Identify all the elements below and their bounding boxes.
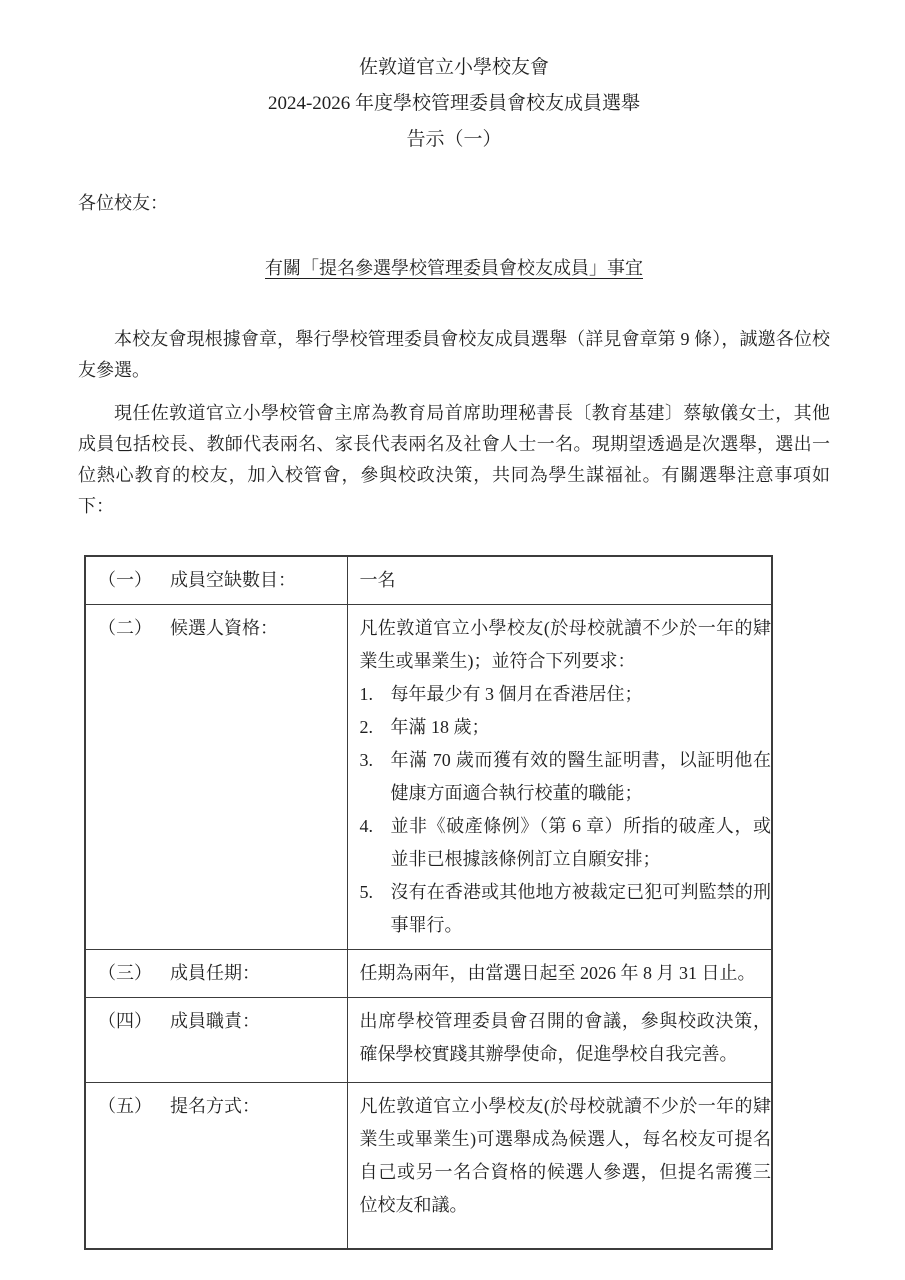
list-item bbox=[360, 744, 772, 810]
term-description: 任期為兩年，由當選日起至 2026 年 8 月 31 日止。 bbox=[359, 963, 756, 983]
organization-title: 佐敦道官立小學校友會 bbox=[358, 57, 549, 78]
table-row-eligibility bbox=[85, 605, 772, 950]
table-row-vacancy bbox=[85, 556, 772, 605]
list-item bbox=[360, 678, 772, 711]
subject-heading-text: 有關「提名參選學校管理委員會校友成員」事宜 bbox=[265, 258, 643, 278]
eligibility-intro: 凡佐敦道官立小學校友(於母校就讀不少於一年的肄業生或畢業生)；並符合下列要求： bbox=[359, 618, 771, 671]
row-number: （一） bbox=[98, 570, 152, 590]
list-item-text: 年滿 18 歲； bbox=[390, 717, 490, 737]
table-row-term bbox=[85, 950, 772, 998]
vacancy-count: 一名 bbox=[359, 570, 396, 590]
subject-heading bbox=[78, 253, 830, 284]
list-item-text: 每年最少有 3 個月在香港居住； bbox=[390, 684, 643, 704]
row-number: （二） bbox=[98, 618, 152, 638]
list-item bbox=[360, 810, 772, 876]
list-item-number: 3. bbox=[359, 750, 373, 770]
list-item-text: 並非《破產條例》（第 6 章）所指的破產人，或並非已根據該條例訂立自願安排； bbox=[390, 816, 771, 869]
paragraph-background: 現任佐敦道官立小學校管會主席為教育局首席助理秘書長〔教育基建〕蔡敏儀女士，其他成員包括校長、教師代表兩名、家長代表兩名及社會人士一名。現期望透過是次選舉，選出一位熱心教育的校友，加入校管會，參與校政決策，共同為學生謀福祉。有關選舉注意事項如下： bbox=[78, 403, 830, 516]
duties-description: 出席學校管理委員會召開的會議，參與校政決策，確保學校實踐其辦學使命，促進學校自我完善。 bbox=[359, 1011, 771, 1064]
list-item-text: 年滿 70 歲而獲有效的醫生証明書，以証明他在健康方面適合執行校董的職能； bbox=[390, 750, 771, 803]
list-item bbox=[360, 876, 772, 942]
row-label: 提名方式： bbox=[170, 1096, 260, 1116]
row-content-cell bbox=[347, 998, 772, 1083]
row-content-cell bbox=[347, 950, 772, 998]
eligibility-requirements-list bbox=[360, 678, 772, 942]
row-content-cell bbox=[347, 1083, 772, 1249]
list-item bbox=[360, 711, 772, 744]
row-label-cell bbox=[85, 998, 347, 1083]
list-item-number: 1. bbox=[359, 684, 373, 704]
list-item-number: 2. bbox=[359, 717, 373, 737]
row-label-cell bbox=[85, 1083, 347, 1249]
row-label-cell bbox=[85, 556, 347, 605]
row-label-cell bbox=[85, 950, 347, 998]
table-row-nomination bbox=[85, 1083, 772, 1249]
nomination-description: 凡佐敦道官立小學校友(於母校就讀不少於一年的肄業生或畢業生)可選舉成為候選人，每名校友可提名自己或另一名合資格的候選人參選，但提名需獲三位校友和議。 bbox=[359, 1096, 771, 1215]
row-label: 成員任期： bbox=[170, 963, 260, 983]
row-number: （五） bbox=[98, 1096, 152, 1116]
row-label-cell bbox=[85, 605, 347, 950]
row-number: （三） bbox=[98, 963, 152, 983]
title-block bbox=[78, 50, 830, 158]
row-label: 成員空缺數目： bbox=[170, 570, 296, 590]
list-item-number: 4. bbox=[359, 816, 373, 836]
row-content-cell bbox=[347, 605, 772, 950]
row-label: 成員職責： bbox=[170, 1011, 260, 1031]
list-item-number: 5. bbox=[359, 882, 373, 902]
row-label: 候選人資格： bbox=[170, 618, 278, 638]
notice-number: 告示（一） bbox=[406, 129, 502, 150]
paragraph-intro: 本校友會現根據會章，舉行學校管理委員會校友成員選舉（詳見會章第 9 條），誠邀各位校友參選。 bbox=[78, 329, 830, 380]
salutation: 各位校友： bbox=[78, 193, 168, 213]
list-item-text: 沒有在香港或其他地方被裁定已犯可判監禁的刑事罪行。 bbox=[390, 882, 771, 935]
election-details-table bbox=[84, 555, 773, 1250]
election-title: 2024-2026 年度學校管理委員會校友成員選舉 bbox=[267, 93, 641, 114]
row-number: （四） bbox=[98, 1011, 152, 1031]
row-content-cell bbox=[347, 556, 772, 605]
table-row-duties bbox=[85, 998, 772, 1083]
